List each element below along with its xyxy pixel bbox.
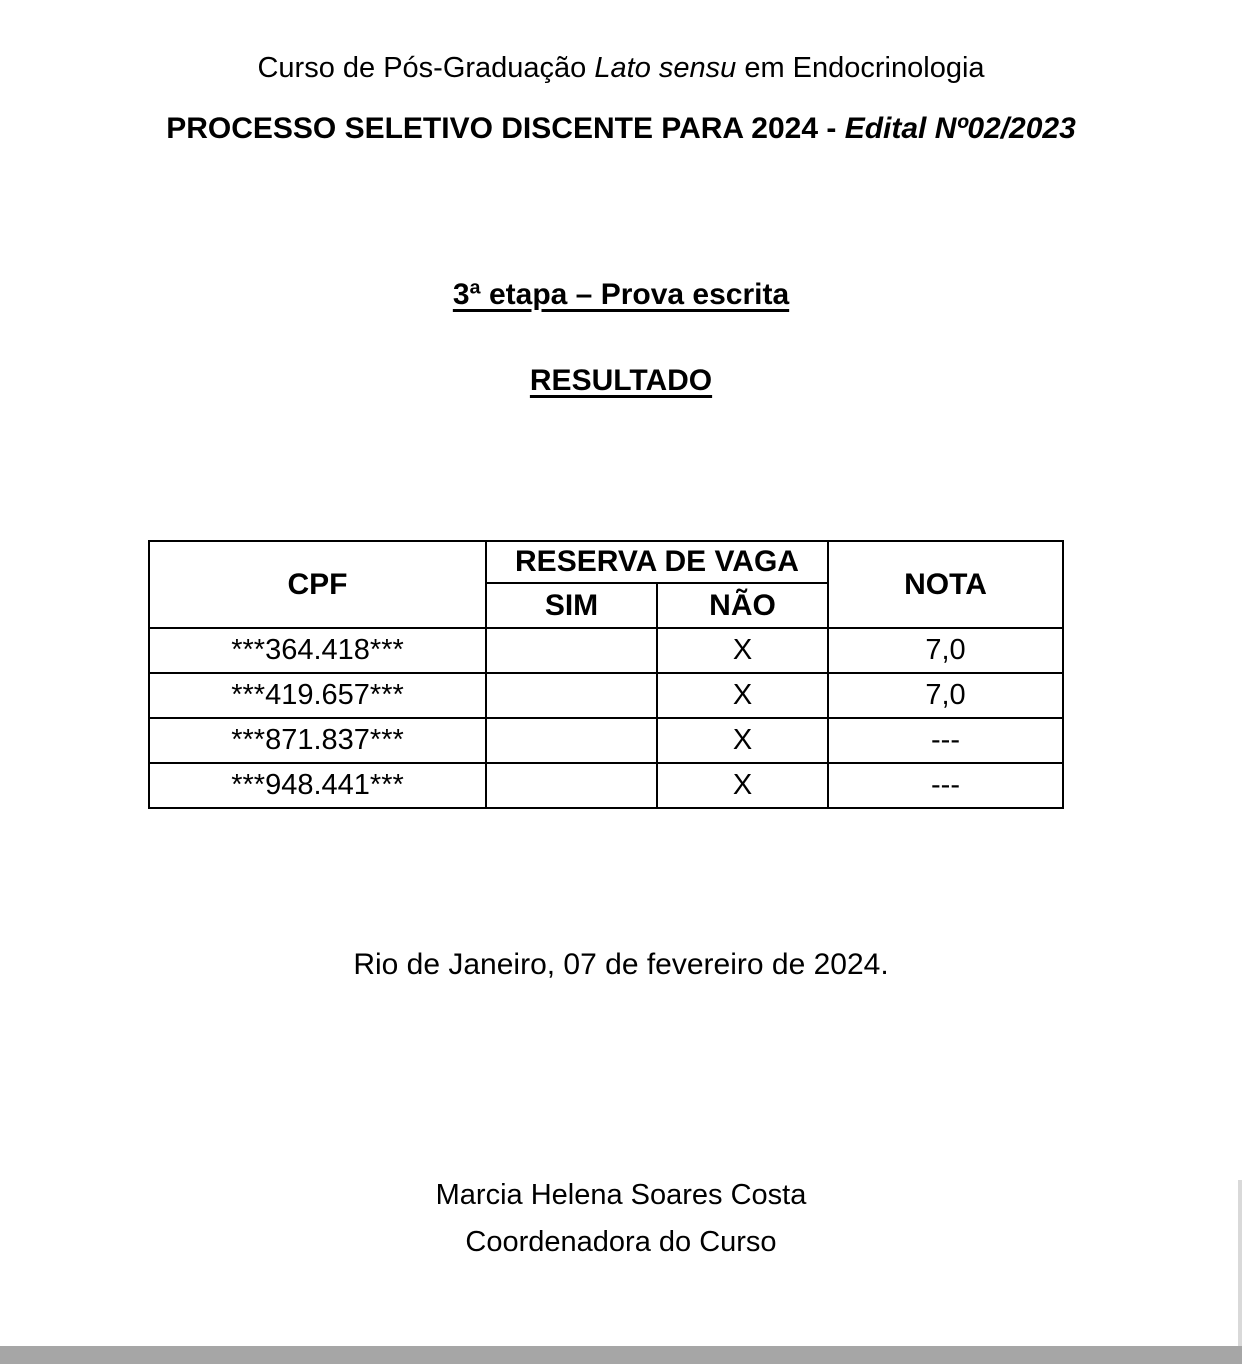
cell-nota: 7,0 bbox=[828, 628, 1063, 673]
header-cpf: CPF bbox=[149, 541, 486, 628]
process-title-edital: Edital Nº02/2023 bbox=[844, 112, 1076, 145]
course-title-suffix: em Endocrinologia bbox=[736, 52, 985, 84]
result-title: RESULTADO bbox=[529, 364, 713, 397]
table-row bbox=[149, 673, 1063, 718]
cell-nota: --- bbox=[828, 763, 1063, 808]
cell-sim bbox=[486, 673, 657, 718]
page-bottom-edge bbox=[0, 1346, 1242, 1364]
cell-cpf: ***871.837*** bbox=[149, 718, 486, 763]
cell-nota: --- bbox=[828, 718, 1063, 763]
cell-nao: X bbox=[657, 673, 828, 718]
cell-cpf: ***364.418*** bbox=[149, 628, 486, 673]
cell-nao: X bbox=[657, 628, 828, 673]
process-title-bold: PROCESSO SELETIVO DISCENTE PARA 2024 - bbox=[166, 112, 845, 145]
course-title-italic: Lato sensu bbox=[594, 52, 737, 84]
date-line: Rio de Janeiro, 07 de fevereiro de 2024. bbox=[353, 948, 889, 981]
table-row bbox=[149, 628, 1063, 673]
cell-sim bbox=[486, 628, 657, 673]
cell-sim bbox=[486, 718, 657, 763]
cell-cpf: ***419.657*** bbox=[149, 673, 486, 718]
table-row bbox=[149, 718, 1063, 763]
signature-role: Coordenadora do Curso bbox=[465, 1226, 777, 1258]
page-right-edge bbox=[1238, 1180, 1242, 1346]
cell-nota: 7,0 bbox=[828, 673, 1063, 718]
cell-cpf: ***948.441*** bbox=[149, 763, 486, 808]
cell-nao: X bbox=[657, 718, 828, 763]
table-header-row-1 bbox=[149, 541, 1063, 583]
course-title-line bbox=[0, 52, 1242, 85]
stage-title: 3ª etapa – Prova escrita bbox=[452, 278, 790, 311]
header-nao: NÃO bbox=[657, 583, 828, 628]
signature-name: Marcia Helena Soares Costa bbox=[435, 1179, 807, 1211]
header-reserva-de-vaga: RESERVA DE VAGA bbox=[486, 541, 828, 583]
table-row bbox=[149, 763, 1063, 808]
cell-nao: X bbox=[657, 763, 828, 808]
results-table bbox=[148, 540, 1064, 809]
process-title-line bbox=[0, 112, 1242, 146]
header-nota: NOTA bbox=[828, 541, 1063, 628]
signature-block bbox=[0, 1172, 1242, 1266]
cell-sim bbox=[486, 763, 657, 808]
header-sim: SIM bbox=[486, 583, 657, 628]
course-title-prefix: Curso de Pós-Graduação bbox=[257, 52, 595, 84]
